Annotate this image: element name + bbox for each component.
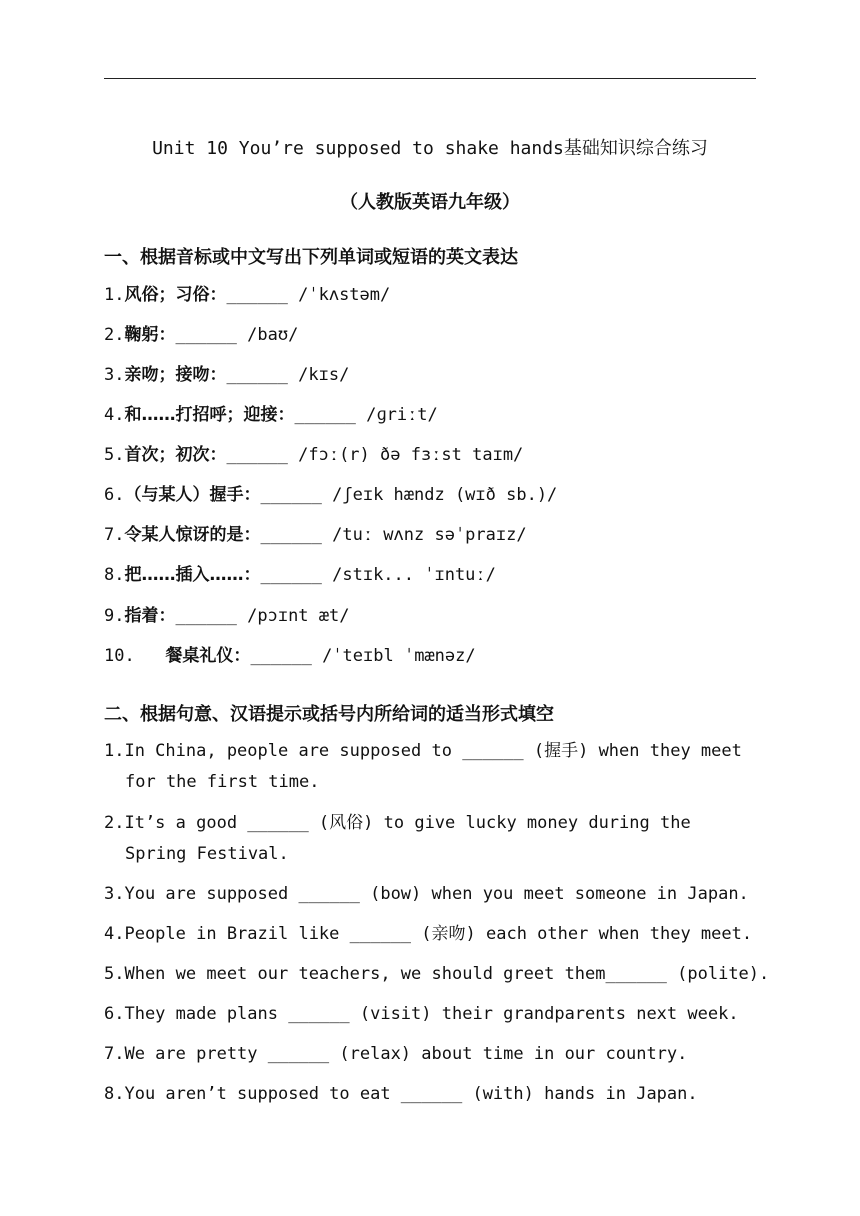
sentence-line: 5.When we meet our teachers, we should greet them______ (polite). (104, 964, 770, 984)
vocab-item: 10. 餐桌礼仪：______ /ˈteɪbl ˈmænəz/ (104, 646, 476, 666)
sentence-item (104, 808, 764, 870)
document-subtitle: （人教版英语九年级） (340, 192, 520, 213)
section-2-heading: 二、根据句意、汉语提示或括号内所给词的适当形式填空 (104, 704, 554, 725)
sentence-line: 3.You are supposed ______ (bow) when you meet someone in Japan. (104, 884, 749, 904)
document-title: Unit 10 You’re supposed to shake hands基础知识综合练习 (152, 138, 708, 159)
vocab-item: 5.首次；初次：______ /fɔː(r) ðə fɜːst taɪm/ (104, 445, 524, 465)
vocab-item: 7.令某人惊讶的是：______ /tuː wʌnz səˈpraɪz/ (104, 525, 527, 545)
sentence-item (104, 959, 770, 990)
vocab-item: 2.鞠躬：______ /baʊ/ (104, 325, 299, 345)
vocab-item: 6.（与某人）握手：______ /ʃeɪk hændz (wɪð sb.)/ (104, 485, 558, 505)
sentence-line: 8.You aren’t supposed to eat ______ (with) hands in Japan. (104, 1084, 698, 1104)
sentence-item (104, 999, 764, 1030)
section-1-heading: 一、根据音标或中文写出下列单词或短语的英文表达 (104, 247, 518, 268)
vocab-item: 4.和……打招呼；迎接：______ /ɡriːt/ (104, 405, 438, 425)
sentence-line: 2.It’s a good ______ (风俗) to give lucky money during the (104, 813, 691, 833)
sentence-line: 7.We are pretty ______ (relax) about time in our country. (104, 1044, 688, 1064)
vocab-item: 3.亲吻；接吻：______ /kɪs/ (104, 365, 350, 385)
vocab-item: 8.把……插入……：______ /stɪk... ˈɪntuː/ (104, 565, 496, 585)
sentence-item (104, 736, 764, 798)
sentence-item (104, 1039, 764, 1070)
sentence-line-cont: for the first time. (125, 772, 320, 792)
sentence-line-cont: Spring Festival. (125, 844, 289, 864)
vocab-item: 9.指着：______ /pɔɪnt æt/ (104, 606, 350, 626)
header-rule (104, 78, 756, 79)
sentence-line: 6.They made plans ______ (visit) their grandparents next week. (104, 1004, 739, 1024)
sentence-item (104, 1079, 764, 1110)
sentence-item (104, 919, 764, 950)
sentence-line: 4.People in Brazil like ______ (亲吻) each other when they meet. (104, 924, 753, 944)
sentence-item (104, 879, 764, 910)
vocab-item: 1.风俗；习俗：______ /ˈkʌstəm/ (104, 285, 391, 305)
sentence-line: 1.In China, people are supposed to ______ (握手) when they meet (104, 741, 742, 761)
